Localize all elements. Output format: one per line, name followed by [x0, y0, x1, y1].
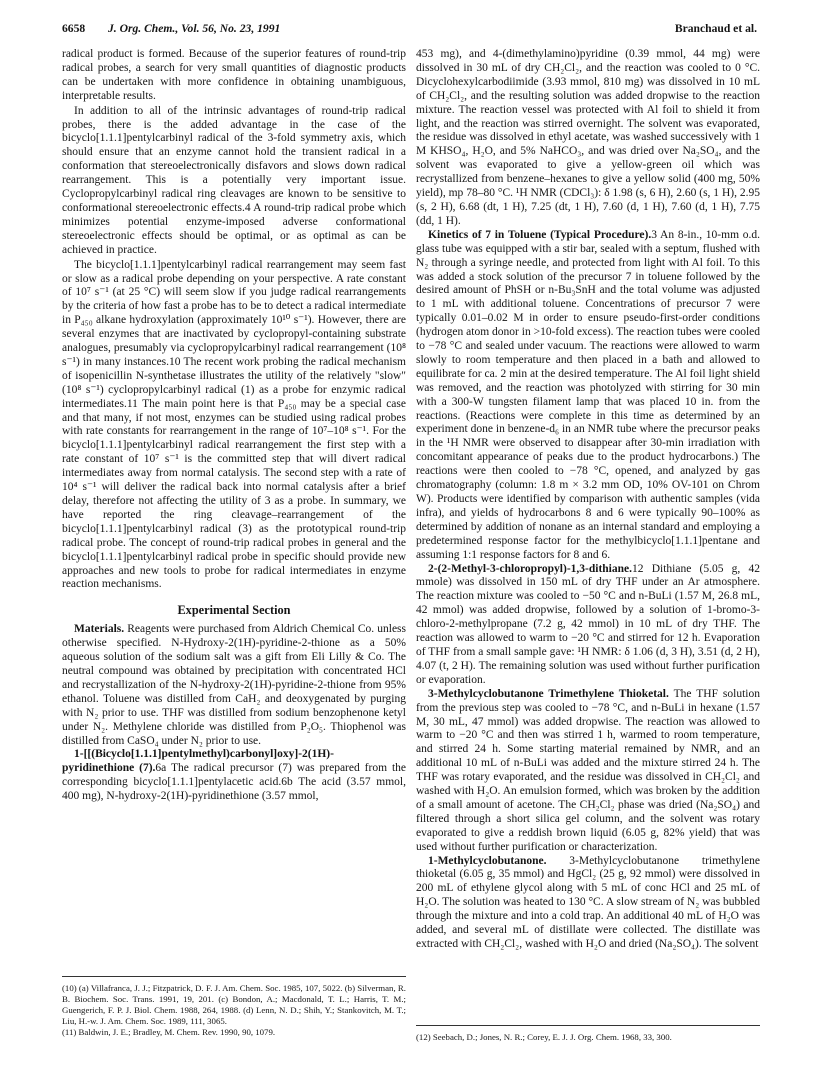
cyclobutanone-paragraph — [416, 855, 760, 952]
running-header — [62, 22, 757, 42]
footnote-11: (11) Baldwin, J. E.; Bradley, M. Chem. Rev. 1990, 90, 1079. — [62, 1027, 276, 1037]
footnote-10: (10) (a) Villafranca, J. J.; Fitzpatrick, D. F. J. Am. Chem. Soc. 1985, 107, 5022. (b) Silverman, R. B. Biochem. Soc. Trans. 1991, 19, 201. (c) Bondon, A.; Macdonald, T. L.; Harris, T. M.; Guengerich, F. P. J. Biol. Chem. 1988, 264, 1988. (d) Lenn, N. D.; Shih, Y.; Stankovitch, M. T.; Liu, H.-w. J. Am. Chem. Soc. 1989, 111, 3065. — [62, 983, 406, 1026]
thioketal-paragraph — [416, 688, 760, 855]
dithiane-paragraph — [416, 563, 760, 688]
run-in-heading: 1-[[(Bicyclo[1.1.1]pentylmethyl)carbonyl]oxy]-2(1H)-pyridinethione (7). — [62, 748, 334, 775]
paragraph-text: The THF solution from the previous step was cooled to −78 °C, and n-BuLi in hexane (1.57 M, 30 mL, 47 mmol) was added dropwise. The reaction was allowed to warm to −20 °C and then was stirred 1 h, warmed to room temperature, and stirred 24 h. Some starting material remained by NMR, and an additional 10 mL of n-BuLi was added and the mixture stirred 24 h. The THF was rotary evaporated, and the residue was dissolved in CH₂Cl₂ and washed with H₂O. An emulsion formed, which was broken by the addition of a small amount of acetone. The CH₂Cl₂ phase was dried (Na₂SO₄) and filtered through a short silica gel column, and the solvent was rotary evaporated to give a reddish brown liquid (6.05 g, 82% yield) that was used without further purification or characterization. — [416, 687, 760, 853]
left-column — [62, 48, 406, 804]
run-in-heading: 1-Methylcyclobutanone. — [428, 854, 547, 867]
run-in-heading: Kinetics of 7 in Toluene (Typical Procedure). — [428, 228, 652, 241]
run-in-heading: Materials. — [74, 623, 125, 636]
paragraph-text: 3 An 8-in., 10-mm o.d. glass tube was equipped with a stir bar, sealed with a septum, flushed with N₂ through a syringe needle, and protected from light with Al foil. To this was added a stock solution of the precursor 7 in toluene followed by the desired amount of PhSH or n-Bu₃SnH and the total volume was adjusted to 1 mL with additional toluene. Concentrations of precursor 7 were typically 0.01–0.02 M in order to ensure pseudo-first-order conditions (hydrogen atom donor in >10-fold excess). The reaction tubes were cooled to −78 °C and sealed under vacuum. The reactions were allowed to warm slowly to room temperature and then placed in a bath and allowed to equilibrate for ca. 2 min at the desired temperature. The Al foil light shield was removed, and the reaction was photolyzed with stirring for 30 min with a 300-W tungsten filament lamp that was placed 10 in. from the reactions. (Reactions were complete in this time as determined by an experiment done in benzene-d₆ in an NMR tube where the precursor peaks in the ¹H NMR were observed to disappear after 30-min irradiation with concomitant appearance of peaks due to the product hydrocarbons.) The reactions were then cooled to −78 °C, opened, and analyzed by gas chromatography (column: 1.8 m × 3.2 mm OD, 10% OV-101 on Chrom W). Products were identified by comparison with authentic samples (vida infra), and yields of hydrocarbons 8 and 6 were typically 90–100% as determined by addition of nonane as an internal standard and employing a predetermined response factor for the methylbicyclo[1.1.1]pentane and assuming 1:1 response factors for 8 and 6. — [416, 228, 760, 561]
run-in-heading: 2-(2-Methyl-3-chloropropyl)-1,3-dithiane. — [428, 562, 633, 575]
footnotes-left — [62, 976, 406, 1038]
page-number: 6658 — [62, 22, 86, 35]
body-paragraph: 453 mg), and 4-(dimethylamino)pyridine (0.39 mmol, 44 mg) were dissolved in 30 mL of dry CH₂Cl₂, and the reaction was cooled to 0 °C. Dicyclohexylcarbodiimide (3.93 mmol, 810 mg) was dissolved in 10 mL of CH₂Cl₂, and the resulting solution was added dropwise to the reaction mixture. The reaction vessel was protected with Al foil to shield it from light, and the reaction was stirred overnight. The solvent was evaporated, the residue was dissolved in ethyl acetate, was washed successively with 1 M KHSO₄, H₂O, and 5% NaHCO₃, and was dried over Na₂SO₄, and the solvent was evaporated to give a yellow-green oil which was recrystallized from benzene–hexanes to give a yellow solid (400 mg, 50% yield), mp 78–80 °C. ¹H NMR (CDCl₃): δ 1.98 (s, 6 H), 2.60 (s, 1 H), 2.95 (s, 2 H), 6.68 (dt, 1 H), 7.25 (dt, 1 H), 7.60 (d, 1 H), 7.60 (d, 1 H), 7.75 (dd, 1 H). — [416, 48, 760, 227]
body-paragraph: In addition to all of the intrinsic advantages of round-trip radical probes, there is the added advantage in the case of the bicyclo[1.1.1]pentylcarbinyl radical of the 3-fold symmetry axis, which should ensure that an enzyme cannot hold the transient radical in a conformation that stereoelectronically disfavors and slows down radical rearrangement. This is a potentially very important issue. Cyclopropylcarbinyl radical ring cleavages are known to be sensitive to conformational stereoelectronic effects.4 A round-trip radical probe which minimizes potential enzyme-imposed adverse conformational stereoelectronic effects should be optimal, or as optimal as can be achieved in practice. — [62, 104, 406, 256]
body-paragraph: radical product is formed. Because of the superior features of round-trip radical probes, a search for very small quantities of diagnostic products can be undertaken with more confidence in obtaining unambiguous, interpretable results. — [62, 48, 406, 102]
body-paragraph: The bicyclo[1.1.1]pentylcarbinyl radical rearrangement may seem fast or slow as a radical probe depending on your perspective. A rate constant of 10⁷ s⁻¹ (at 25 °C) will seem slow if you judge radical rearrangements by the criteria of how fast a probe has to be to detect a radical intermediate in P₄₅₀ alkane hydroxylation (approximately 10¹⁰ s⁻¹). However, there are several enzymes that are inactivated by cyclopropyl-containing substrate analogues, presumably via cyclopropylcarbinyl radical rearrangement (10⁸ s⁻¹) in many instances.10 The recent work probing the radical mechanism of isopenicillin N-synthetase illustrates the utility of the relatively "slow" (10⁸ s⁻¹) cyclopropylcarbinyl radical (1) as a probe for enzymic radical intermediates.11 The main point here is that P₄₅₀ may be a special case and that many, if not most, enzymes can be studied using radical probes with rate constants for rearrangement in the range of 10⁷–10⁸ s⁻¹. For the bicyclo[1.1.1]pentylcarbinyl radical rearrangement the first step with a rate constant of 10⁷ s⁻¹ is the committed step that will divert radical intermediates away from normal catalysis. The second step with a rate of 10⁴ s⁻¹ will deliver the radical back into normal catalysis after a brief delay, therefore not affecting the utility of 3 as a probe. In summary, we have reported the ring cleavage–rearrangement of the bicyclo[1.1.1]pentylcarbinyl radical (3) as the prototypical round-trip radical probe. The concept of round-trip radical probes in general and the bicyclo[1.1.1]pentylcarbinyl radical probe in specific should provide new approaches and new tools to probe for radical intermediates in enzyme reaction mechanisms. — [62, 258, 406, 591]
section-heading: Experimental Section — [177, 603, 291, 618]
materials-paragraph — [62, 623, 406, 748]
running-author: Branchaud et al. — [674, 22, 757, 35]
run-in-heading: 3-Methylcyclobutanone Trimethylene Thioketal. — [428, 687, 669, 700]
paragraph-text: Reagents were purchased from Aldrich Chemical Co. unless otherwise specified. N-Hydroxy-2(1H)-pyridine-2-thione as a 50% aqueous solution of the sodium salt was a gift from Eli Lilly & Co. The neutral compound was obtained by precipitation with concentrated HCl and recrystallization of the N-hydroxy-2(1H)-pyridine-2-thione from 95% ethanol. Toluene was distilled from CaH₂ and deoxygenated by purging with N₂ prior to use. THF was distilled from sodium benzophenone ketyl under N₂. Methylene chloride was distilled from P₂O₅. Thiophenol was distilled from CaSO₄ under N₂ prior to use. — [62, 623, 407, 747]
compound-7-paragraph — [62, 748, 406, 804]
footnotes-right — [416, 1025, 760, 1043]
journal-citation: J. Org. Chem., Vol. 56, No. 23, 1991 — [108, 22, 281, 35]
paragraph-text: 6a The radical precursor (7) was prepared from the corresponding bicyclo[1.1.1]pentylacetic acid.6b The acid (3.57 mmol, 400 mg), N-hydroxy-2(1H)-pyridinethione (3.57 mmol, — [62, 762, 406, 803]
kinetics-paragraph — [416, 229, 760, 563]
paragraph-text: 3-Methylcyclobutanone trimethylene thioketal (6.05 g, 35 mmol) and HgCl₂ (25 g, 92 mmol) were dissolved in 200 mL of ethylene glycol along with 5 mL of conc HCl and 25 mL of H₂O. The solution was heated to 130 °C. A slow stream of N₂ was bubbled through the mixture and into a cold trap. An additional 40 mL of H₂O was added, and several mL of distillate were collected. The distillate was extracted with CH₂Cl₂, washed with H₂O and dried (Na₂SO₄). The solvent — [416, 854, 760, 950]
right-column — [416, 48, 760, 952]
paragraph-text: 12 Dithiane (5.05 g, 42 mmole) was dissolved in 150 mL of dry THF under an Ar atmosphere. The reaction mixture was cooled to −50 °C and n-BuLi (1.57 M, 26.8 mL, 42 mmol) was added dropwise, followed by a solution of 1-bromo-3-chloro-2-methylpropane (7.2 g, 42 mmol) in 10 mL of dry THF. The reaction was allowed to warm to −20 °C and stirred for 12 h. Evaporation of THF from a small sample gave: ¹H NMR: δ 1.06 (d, 3 H), 3.51 (d, 2 H), 4.07 (t, 2 H). The remaining solution was used without further purification or evaporation. — [416, 562, 760, 686]
footnote-12: (12) Seebach, D.; Jones, N. R.; Corey, E. J. J. Org. Chem. 1968, 33, 300. — [416, 1032, 672, 1042]
